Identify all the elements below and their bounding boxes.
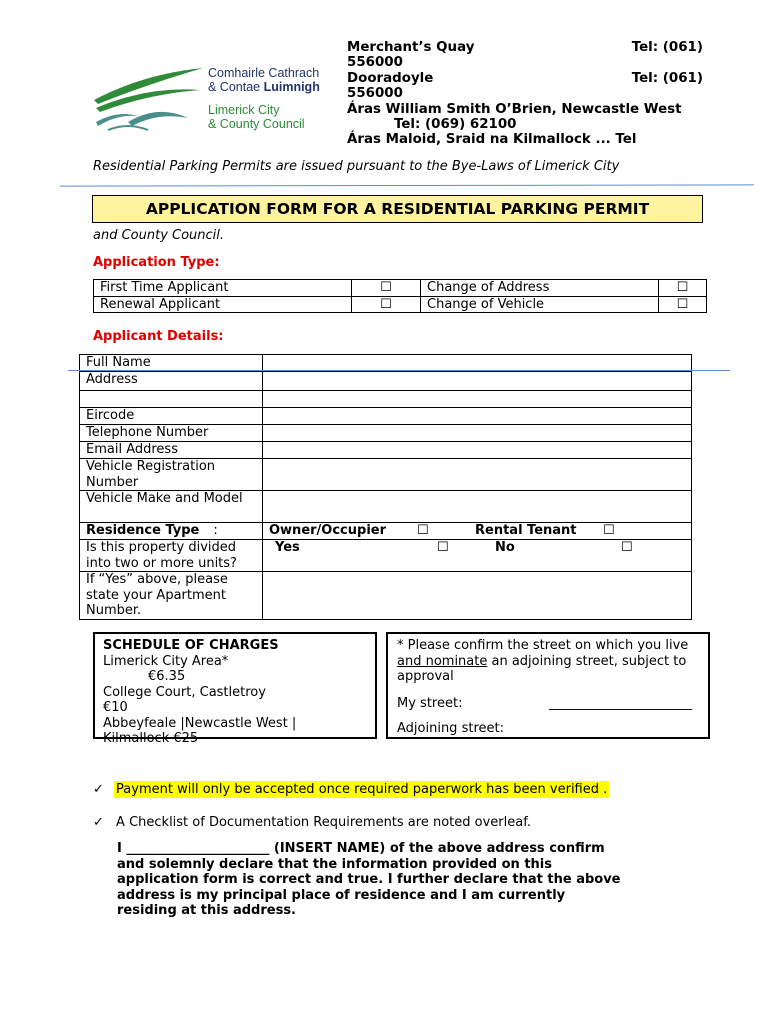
table-row	[94, 296, 707, 313]
email-field[interactable]	[263, 442, 692, 459]
blue-rule-top	[60, 184, 754, 186]
yes-checkbox[interactable]: ☐	[437, 540, 449, 555]
vehicle-make-label: Vehicle Make and Model	[80, 491, 263, 523]
header-row5: Áras William Smith O’Brien, Newcastle West	[347, 101, 682, 117]
applicant-details-table	[79, 354, 692, 620]
header-row3: Dooradoyle Tel: (061)	[347, 70, 703, 86]
telephone-field[interactable]	[263, 425, 692, 442]
table-row	[80, 540, 692, 572]
divided-question: Is this property divided into two or more units?	[80, 540, 263, 572]
vehicle-make-field[interactable]	[263, 491, 692, 523]
charges-line4: €10	[103, 700, 128, 715]
yes-label: Yes	[275, 540, 300, 555]
charges-line6: Kilmallock €25	[103, 731, 199, 746]
logo-text-line1: Comhairle Cathrach	[208, 66, 320, 80]
header-row7: Áras Maloid, Sraid na Kilmallock ... Tel	[347, 132, 637, 148]
vehicle-reg-field[interactable]	[263, 459, 692, 491]
first-time-label: First Time Applicant	[94, 280, 352, 297]
table-row	[80, 408, 692, 425]
council-logo	[88, 60, 333, 150]
full-name-field[interactable]	[263, 355, 692, 372]
table-row	[80, 391, 692, 408]
header-row2: 556000	[347, 55, 403, 71]
table-row	[80, 523, 692, 540]
declaration-line5: residing at this address.	[117, 903, 296, 919]
header-row6: Tel: (069) 62100	[394, 117, 517, 133]
payment-note	[93, 782, 609, 797]
rental-checkbox[interactable]: ☐	[603, 523, 615, 538]
logo-text-line3: Limerick City	[208, 103, 280, 117]
charges-line1: Limerick City Area*	[103, 653, 229, 669]
full-name-label: Full Name	[80, 355, 263, 372]
change-vehicle-checkbox[interactable]: ☐	[676, 296, 689, 312]
logo-text-line4: & County Council	[208, 117, 305, 131]
my-street-blank[interactable]: ______________________	[549, 695, 692, 711]
change-address-label: Change of Address	[421, 280, 659, 297]
table-row	[80, 425, 692, 442]
no-checkbox[interactable]: ☐	[621, 540, 633, 555]
table-row	[94, 280, 707, 297]
renewal-label: Renewal Applicant	[94, 296, 352, 313]
table-row	[80, 491, 692, 523]
change-vehicle-label: Change of Vehicle	[421, 296, 659, 313]
no-label: No	[495, 540, 515, 555]
tick-icon: ✓	[93, 782, 104, 797]
declaration-line4: address is my principal place of residence and I am currently	[117, 887, 566, 903]
payment-note-text: Payment will only be accepted once required paperwork has been verified .	[116, 782, 608, 797]
owner-label: Owner/Occupier	[269, 523, 386, 538]
intro-line: Residential Parking Permits are issued pursuant to the Bye-Laws of Limerick City	[93, 159, 620, 174]
declaration-line1: I ______________________ (INSERT NAME) of the above address confirm	[117, 841, 605, 856]
street-nomination-box	[386, 632, 710, 739]
table-row	[80, 372, 692, 391]
email-label: Email Address	[80, 442, 263, 459]
change-address-checkbox[interactable]: ☐	[676, 280, 689, 295]
residence-type-label: Residence Type :	[80, 523, 263, 540]
header-row1: Merchant’s Quay Tel: (061)	[347, 40, 703, 55]
schedule-of-charges-box	[93, 632, 377, 746]
charges-line5: Abbeyfeale |Newcastle West |	[103, 715, 297, 731]
application-type-heading: Application Type:	[93, 255, 220, 270]
application-type-table	[93, 279, 707, 313]
eircode-label: Eircode	[80, 408, 263, 425]
applicant-details-heading: Applicant Details:	[93, 329, 224, 344]
first-time-checkbox[interactable]: ☐	[380, 280, 392, 295]
charges-heading: SCHEDULE OF CHARGES	[103, 638, 279, 653]
intro-line-2: and County Council.	[93, 228, 225, 243]
table-row	[80, 442, 692, 459]
vehicle-reg-label: Vehicle Registration Number	[80, 459, 263, 491]
blue-rule-mid	[68, 370, 730, 371]
telephone-label: Telephone Number	[80, 425, 263, 442]
renewal-checkbox[interactable]: ☐	[380, 296, 392, 312]
apartment-question: If “Yes” above, please state your Apartment Number.	[80, 572, 263, 620]
eircode-field[interactable]	[263, 408, 692, 425]
table-row	[80, 355, 692, 372]
logo-swoosh-icon	[88, 60, 206, 150]
address-label: Address	[80, 372, 263, 391]
table-row	[80, 459, 692, 491]
my-street-row: My street: ______________________	[397, 695, 692, 711]
declaration-line3: application form is correct and true. I further declare that the above	[117, 872, 621, 888]
owner-checkbox[interactable]: ☐	[417, 523, 429, 538]
declaration	[117, 841, 621, 919]
address-field-2[interactable]	[263, 391, 692, 408]
street-note: * Please confirm the street on which you live and nominate an adjoining street, subject to approval	[397, 638, 689, 684]
charges-line2: €6.35	[148, 669, 186, 684]
declaration-line2: and solemnly declare that the information provided on this	[117, 856, 552, 872]
checklist-note	[93, 815, 531, 830]
checklist-note-text: A Checklist of Documentation Requirements are noted overleaf.	[116, 815, 531, 830]
address-field-1[interactable]	[263, 372, 692, 391]
form-title: APPLICATION FORM FOR A RESIDENTIAL PARKING PERMIT	[92, 195, 703, 223]
charges-line3: College Court, Castletroy	[103, 684, 266, 700]
logo-text-line2: & Contae Luimnigh	[208, 80, 320, 94]
header-row4: 556000	[347, 86, 403, 102]
adjoining-street-label[interactable]: Adjoining street:	[397, 721, 504, 736]
header-address-block	[347, 40, 707, 148]
apartment-field[interactable]	[263, 572, 692, 620]
tick-icon: ✓	[93, 815, 104, 830]
table-row	[80, 572, 692, 620]
rental-label: Rental Tenant	[475, 523, 577, 538]
